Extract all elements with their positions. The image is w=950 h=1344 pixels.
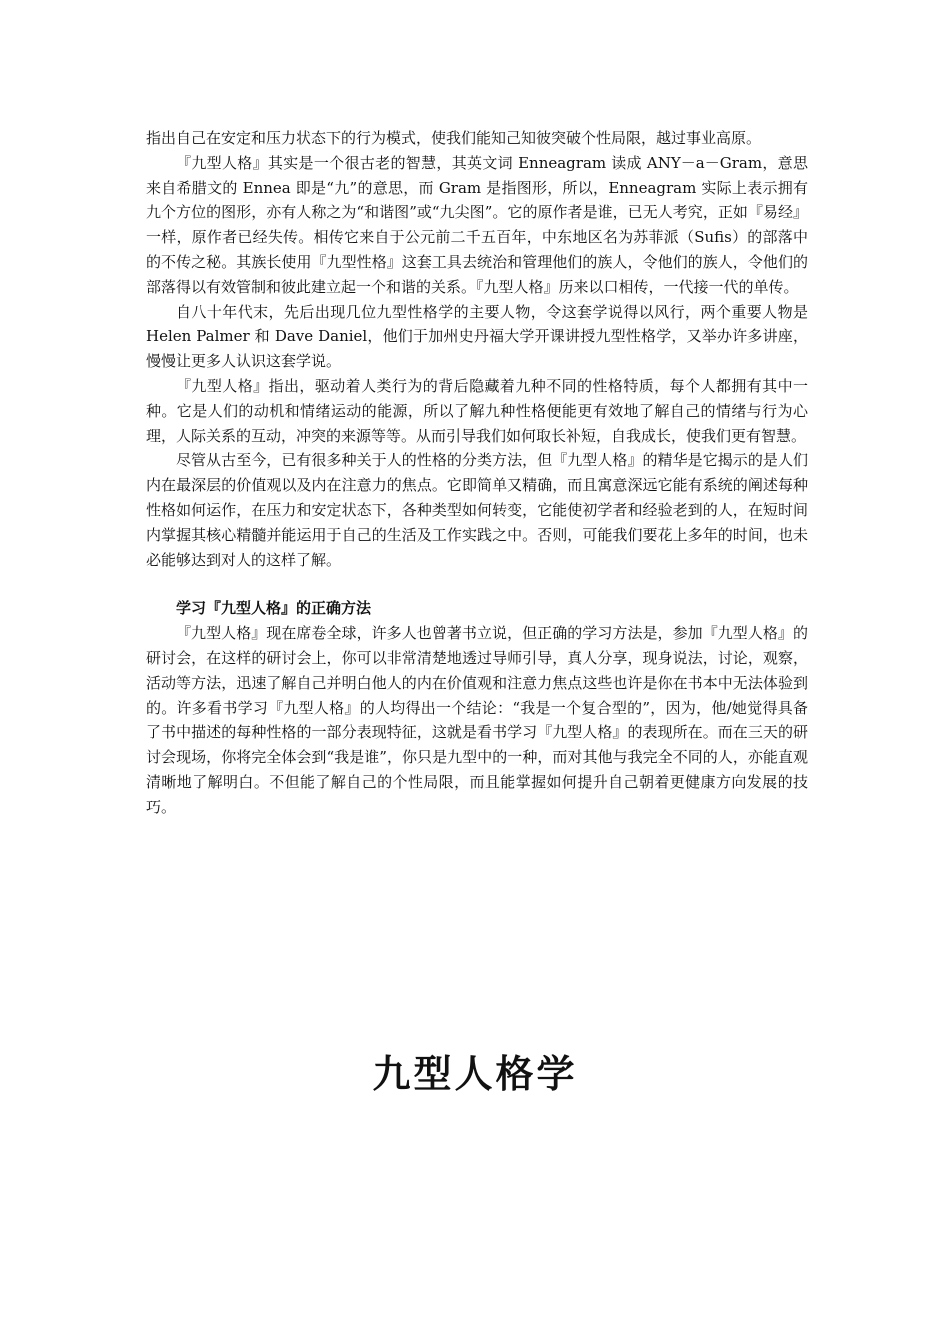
big-title: 九型人格学 [372, 1052, 578, 1096]
paragraph-eighties: 自八十年代末，先后出现几位九型性格学的主要人物，令这套学说得以风行，两个重要人物是 Helen Palmer 和 Dave Daniel，他们于加州史丹福大学开课讲授九型性格学，又举办许多讲座，慢慢让更多人认识这套学说。 [146, 302, 808, 371]
paragraph-learning-method: 『九型人格』现在席卷全球，许多人也曾著书立说，但正确的学习方法是，参加『九型人格』的研讨会，在这样的研讨会上，你可以非常清楚地透过导师引导，真人分享，现身说法，讨论，观察，活动等方法，迅速了解自己并明白他人的内在价值观和注意力焦点这些也许是你在书本中无法体验到的。许多看书学习『九型人格』的人均得出一个结论：“我是一个复合型的”，因为，他/她觉得具备了书中描述的每种性格的一部分表现特征，这就是看书学习『九型人格』的表现所在。而在三天的研讨会现场，你将完全体会到“我是谁”，你只是九型中的一种，而对其他与我完全不同的人，亦能直观清晰地了解明白。不但能了解自己的个性局限，而且能掌握如何提升自己朝着更健康方向发展的技巧。 [146, 624, 808, 816]
paragraph-enneagram-origin: 『九型人格』其实是一个很古老的智慧，其英文词 Enneagram 读成 ANY－a－Gram，意思来自希腊文的 Ennea 即是“九”的意思，而 Gram 是指图形，所以，Enneagram 实际上表示拥有九个方位的图形，亦有人称之为“和谐图”或“九尖图”。它的原作者是谁，已无人考究，正如『易经』一样，原作者已经失传。相传它来自于公元前二千五百年，中东地区名为苏菲派（Sufis）的部落中的不传之秘。其族长使用『九型性格』这套工具去统治和管理他们的族人，令他们的族人，令他们的部落得以有效管制和彼此建立起一个和谐的关系。『九型人格』历来以口相传，一代接一代的单传。 [146, 153, 808, 296]
section-heading: 学习『九型人格』的正确方法 [176, 599, 372, 618]
document-body [146, 126, 808, 820]
paragraph-continuation: 指出自己在安定和压力状态下的行为模式，使我们能知己知彼突破个性局限，越过事业高原。 [146, 129, 762, 147]
paragraph-nine-traits: 『九型人格』指出，驱动着人类行为的背后隐藏着九种不同的性格特质，每个人都拥有其中一种。它是人们的动机和情绪运动的能源，所以了解九种性格便能更有效地了解自己的情绪与行为心理，人际关系的互动，冲突的来源等等。从而引导我们如何取长补短，自我成长，使我们更有智慧。 [146, 376, 808, 445]
paragraph-essence: 尽管从古至今，已有很多种关于人的性格的分类方法，但『九型人格』的精华是它揭示的是人们内在最深层的价值观以及内在注意力的焦点。它即简单又精确，而且寓意深远它能有系统的阐述每种性格如何运作，在压力和安定状态下，各种类型如何转变，它能使初学者和经验老到的人，在短时间内掌握其核心精髓并能运用于自己的生活及工作实践之中。否则，可能我们要花上多年的时间，也未必能够达到对人的这样了解。 [146, 451, 808, 569]
section-spacer [146, 572, 808, 596]
